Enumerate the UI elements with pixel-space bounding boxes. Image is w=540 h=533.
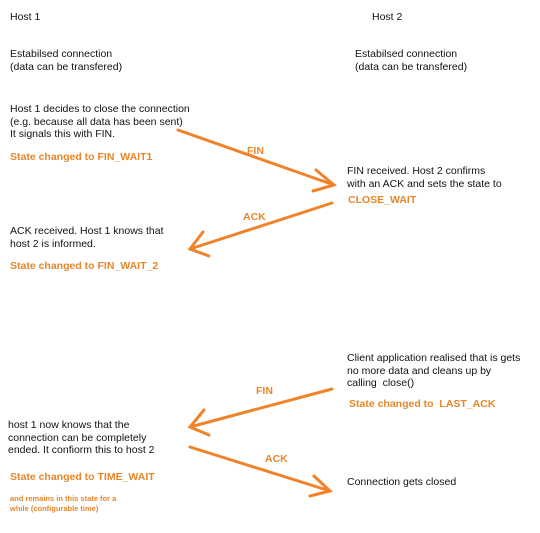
host2-client-app-text: Client application realised that is gets no more data and cleans up by calling close() xyxy=(347,352,521,389)
fin-arrow-2-label: FIN xyxy=(256,385,273,397)
host1-ack-received-text: ACK received. Host 1 knows that host 2 is informed. xyxy=(10,225,164,250)
host1-knows-text: host 1 now knows that the connection can be completely ended. It confiorm this to host 2 xyxy=(8,419,155,456)
host2-state-close-wait: CLOSE_WAIT xyxy=(348,194,417,206)
ack-arrow-1-label: ACK xyxy=(243,211,266,223)
host1-decides-text: Host 1 decides to close the connection (e.g. because all data has been sent) It signals this with FIN. xyxy=(10,103,190,140)
host1-state-fin-wait1: State changed to FIN_WAIT1 xyxy=(10,151,153,163)
host2-title: Host 2 xyxy=(372,11,403,23)
host2-established-text: Estabilsed connection (data can be transfered) xyxy=(355,48,468,73)
host2-fin-received-text: FIN received. Host 2 confirms with an ACK and sets the state to xyxy=(347,165,502,190)
host1-established-text: Estabilsed connection (data can be transfered) xyxy=(10,48,123,73)
host1-remains-text: and remains in this state for a while (configurable time) xyxy=(10,494,117,513)
fin-arrow-1-label: FIN xyxy=(247,145,264,157)
ack-arrow-2 xyxy=(190,447,330,496)
host2-state-last-ack: State changed to LAST_ACK xyxy=(349,398,496,410)
host1-state-fin-wait2: State changed to FIN_WAIT_2 xyxy=(10,260,159,272)
host2-closed-text: Connection gets closed xyxy=(347,476,457,488)
ack-arrow-2-label: ACK xyxy=(265,453,288,465)
host1-title: Host 1 xyxy=(10,11,41,23)
host1-state-time-wait: State changed to TIME_WAIT xyxy=(10,471,155,483)
fin-arrow-1 xyxy=(178,130,334,191)
